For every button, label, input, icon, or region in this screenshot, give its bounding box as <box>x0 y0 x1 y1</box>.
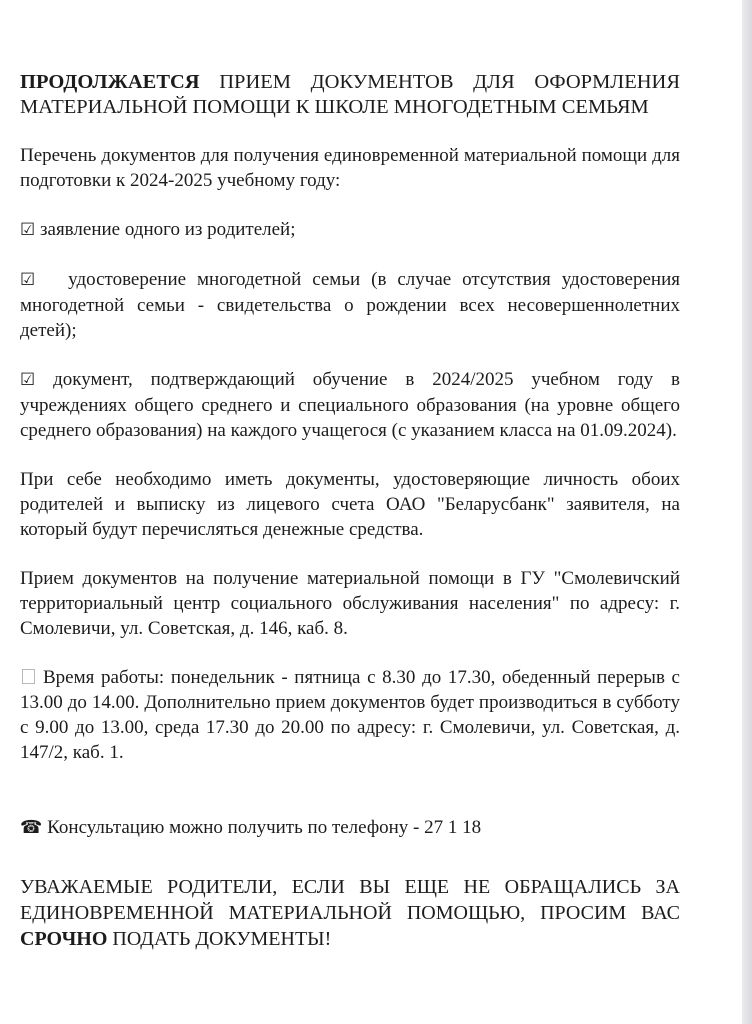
document-item-3 <box>20 367 680 443</box>
document-item-text: документ, подтверждающий обучение в 2024/2025 учебном году в учреждениях общего среднего и специального образования (на уровне общего среднего образования) на каждого учащегося (с указанием класса на 01.09.2024). <box>20 369 680 441</box>
reception-paragraph: Прием документов на получение материальной помощи в ГУ "Смолевичский территориальный центр социального обслуживания населения" по адресу: г. Смолевичи, ул. Советская, д. 146, каб. 8. <box>20 568 680 639</box>
document-item-2 <box>20 267 680 343</box>
document-item-text: удостоверение многодетной семьи (в случае отсутствия удостоверения многодетной семьи - свидетельства о рождении всех несовершеннолетних детей); <box>20 269 680 341</box>
missing-glyph-icon <box>22 669 35 684</box>
announcement-document <box>20 70 680 952</box>
final-appeal-text-1: УВАЖАЕМЫЕ РОДИТЕЛИ, ЕСЛИ ВЫ ЕЩЕ НЕ ОБРАЩАЛИСЬ ЗА ЕДИНОВРЕМЕННОЙ МАТЕРИАЛЬНОЙ ПОМОЩЬЮ, ПРОСИМ ВАС <box>20 876 680 924</box>
working-hours-text: Время работы: понедельник - пятница с 8.30 до 17.30, обеденный перерыв с 13.00 до 14.00. Дополнительно прием документов будет производиться в субботу с 9.00 до 13.00, среда 17.30 до 20.00 по адресу: г. Смолевичи, ул. Советская, д. 147/2, каб. 1. <box>20 667 680 763</box>
id-documents-paragraph: При себе необходимо иметь документы, удостоверяющие личность обоих родителей и выписку из лицевого счета ОАО "Беларусбанк" заявителя, на который будут перечисляться денежные средства. <box>20 469 680 540</box>
consultation-line <box>20 815 680 840</box>
announcement-heading <box>20 70 680 120</box>
heading-text: ПРИЕМ ДОКУМЕНТОВ ДЛЯ ОФОРМЛЕНИЯ МАТЕРИАЛЬНОЙ ПОМОЩИ К ШКОЛЕ МНОГОДЕТНЫМ СЕМЬЯМ <box>20 71 680 118</box>
document-item-text: заявление одного из родителей; <box>40 219 296 240</box>
final-appeal <box>20 874 680 952</box>
intro-paragraph: Перечень документов для получения единовременной материальной помощи для подготовки к 2024-2025 учебному году: <box>20 145 680 191</box>
consultation-text: Консультацию можно получить по телефону - 27 1 18 <box>47 817 482 838</box>
working-hours-paragraph <box>20 665 680 765</box>
page-edge-shadow <box>742 0 752 1024</box>
final-appeal-bold-word: СРОЧНО <box>20 928 108 950</box>
checkbox-icon: ☑ <box>20 370 36 390</box>
document-item-1 <box>20 217 680 243</box>
phone-icon: ☎ <box>20 817 43 838</box>
checkbox-icon: ☑ <box>20 270 36 290</box>
final-appeal-text-2: ПОДАТЬ ДОКУМЕНТЫ! <box>107 928 332 950</box>
checkbox-icon: ☑ <box>20 220 36 240</box>
heading-bold-word: ПРОДОЛЖАЕТСЯ <box>20 71 200 93</box>
